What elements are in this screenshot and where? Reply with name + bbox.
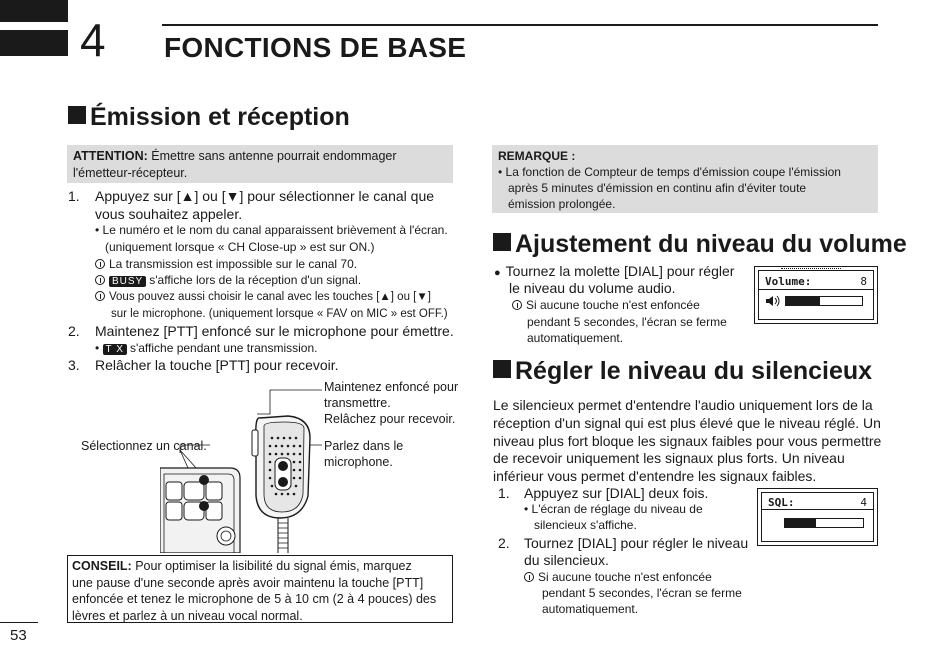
- section-heading-squelch: Régler le niveau du silencieux: [493, 356, 872, 386]
- step-text: Relâcher la touche [PTT] pour recevoir.: [95, 357, 339, 373]
- note-text: La transmission est impossible sur le canal 70.: [95, 256, 357, 272]
- step-number: 3.: [68, 357, 80, 373]
- note-text: Vous pouvez aussi choisir le canal avec les touches [▲] ou [▼]: [95, 289, 431, 305]
- info-icon: [95, 291, 105, 301]
- chapter-rule: [162, 24, 878, 26]
- radio-microphone-illustration: [160, 378, 330, 553]
- squelch-label: SQL:: [768, 496, 795, 509]
- bullet-text: • T X s'affiche pendant une transmission.: [95, 341, 318, 355]
- squelch-level-bar: [784, 518, 864, 528]
- squelch-value: 4: [860, 496, 867, 509]
- remarque-box: REMARQUE : • La fonction de Compteur de temps d'émission coupe l'émission après 5 minutes d'émission en continu afin d'éviter toute émission prolongée.: [492, 145, 878, 213]
- squelch-lcd: [757, 488, 878, 546]
- chapter-number: 4: [80, 14, 106, 66]
- note-text: automatiquement.: [527, 331, 624, 345]
- page-number: 53: [10, 627, 27, 644]
- section-heading-emission: Émission et réception: [68, 102, 350, 132]
- step-text: Maintenez [PTT] enfoncé sur le microphone pour émettre.: [95, 323, 454, 339]
- note-text: sur le microphone. (uniquement lorsque « FAV on MIC » est OFF.): [111, 308, 448, 320]
- round-bullet-icon: ●: [494, 267, 501, 279]
- step-text: Appuyez sur [DIAL] deux fois.: [524, 485, 709, 501]
- step-text: Appuyez sur [▲] ou [▼] pour sélectionner le canal que: [95, 188, 435, 204]
- step-text: Tournez [DIAL] pour régler le niveau: [524, 535, 749, 551]
- conseil-label: CONSEIL:: [72, 559, 132, 573]
- tx-indicator: T X: [103, 344, 127, 355]
- bullet-text: silencieux s'affiche.: [534, 518, 637, 532]
- bullet-text: • L'écran de réglage du niveau de: [524, 502, 703, 516]
- info-icon: [512, 300, 522, 310]
- busy-indicator: BUSY: [109, 276, 146, 287]
- step-number: 1.: [68, 188, 80, 204]
- section-heading-volume: Ajustement du niveau du volume: [493, 229, 907, 259]
- step-number: 1.: [498, 485, 510, 501]
- bullet-text: ● Tournez la molette [DIAL] pour régler: [494, 263, 735, 279]
- attention-label: ATTENTION:: [73, 149, 148, 163]
- chapter-tab-bar: [0, 0, 68, 22]
- callout-ptt: Maintenez enfoncé pour: [324, 380, 459, 394]
- note-text: Si aucune touche n'est enfoncée: [524, 569, 712, 585]
- squelch-paragraph: Le silencieux permet d'entendre l'audio uniquement lors de la réception d'un signal qui est plus élevé que le niveau réglé. Un niveau plus fort bloque les signaux faibles pour vous permettre de recevoir uniquement les signaux plus forts. Un niveau inférieur vous permet d'entendre les signaux faibles.: [493, 397, 882, 485]
- callout-speak: Parlez dans le: [324, 439, 404, 453]
- note-text: BUSY s'affiche lors de la réception d'un signal.: [95, 272, 361, 288]
- attention-box: ATTENTION: Émettre sans antenne pourrait endommager l'émetteur-récepteur.: [67, 145, 453, 183]
- callout-speak: microphone.: [324, 455, 393, 469]
- note-text: pendant 5 secondes, l'écran se ferme: [527, 315, 727, 329]
- callout-ptt: transmettre.: [324, 396, 391, 410]
- step-number: 2.: [498, 535, 510, 551]
- squelch-level-fill: [785, 519, 816, 527]
- info-icon: [95, 259, 105, 269]
- page-rule: [0, 622, 38, 623]
- callout-select-channel: Sélectionnez un canal.: [81, 439, 207, 453]
- chapter-tab-bar: [0, 30, 68, 56]
- note-text: automatiquement.: [542, 602, 639, 616]
- bullet-text: (uniquement lorsque « CH Close-up » est sur ON.): [105, 240, 375, 254]
- step-text: vous souhaitez appeler.: [95, 206, 243, 222]
- remarque-label: REMARQUE :: [498, 149, 576, 163]
- note-text: Si aucune touche n'est enfoncée: [512, 297, 700, 313]
- square-bullet-icon: [493, 233, 511, 251]
- info-icon: [524, 572, 534, 582]
- square-bullet-icon: [493, 360, 511, 378]
- volume-label: Volume:: [765, 275, 812, 288]
- step-text: du silencieux.: [524, 552, 609, 568]
- callout-ptt: Relâchez pour recevoir.: [324, 412, 456, 426]
- square-bullet-icon: [68, 106, 86, 124]
- chapter-title: FONCTIONS DE BASE: [164, 32, 467, 63]
- volume-level-bar: [785, 296, 863, 306]
- conseil-box: CONSEIL: Pour optimiser la lisibilité du signal émis, marquez une pause d'une seconde après avoir maintenu la touche [PTT] enfoncée et tenez le microphone de 5 à 10 cm (2 à 4 pouces) des lèvres et parlez à un niveau vocal normal.: [67, 555, 453, 623]
- speaker-icon: [765, 295, 781, 307]
- bullet-text: le niveau du volume audio.: [509, 280, 676, 296]
- bullet-text: • Le numéro et le nom du canal apparaissent brièvement à l'écran.: [95, 223, 448, 237]
- note-text: pendant 5 secondes, l'écran se ferme: [542, 586, 742, 600]
- volume-level-fill: [786, 297, 820, 305]
- volume-lcd: [754, 266, 878, 324]
- info-icon: [95, 275, 105, 285]
- step-number: 2.: [68, 323, 80, 339]
- volume-value: 8: [860, 275, 867, 288]
